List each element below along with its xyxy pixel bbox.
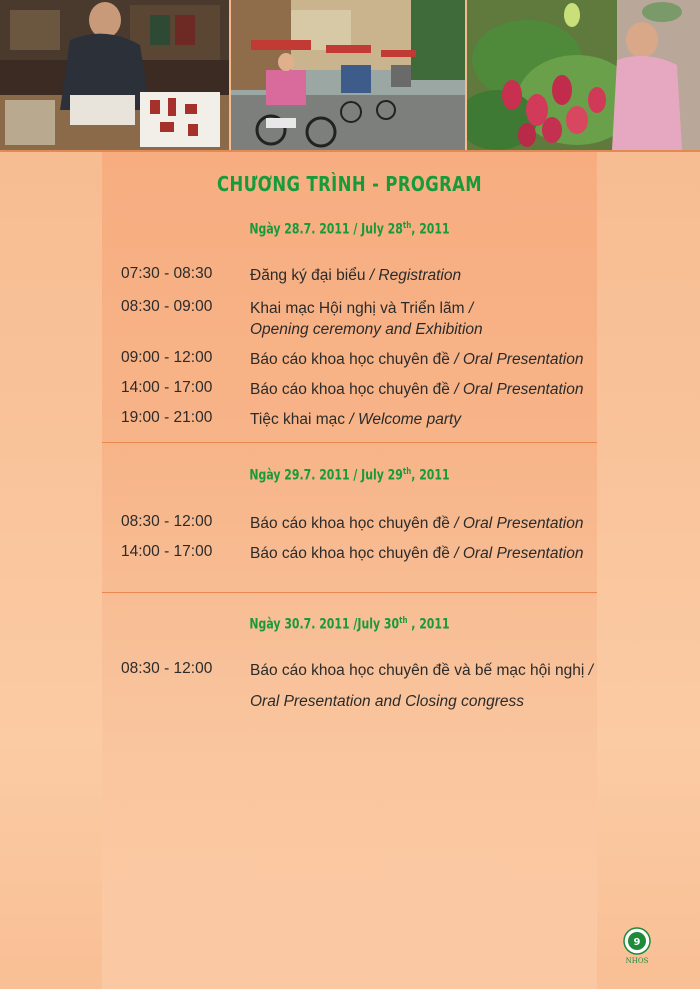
session-en: Opening ceremony and Exhibition [250, 321, 483, 338]
session-description [250, 513, 583, 534]
session-vi: Đăng ký đại biểu [250, 267, 366, 284]
day-heading-ordinal: th [402, 467, 412, 477]
session-en: Welcome party [357, 411, 462, 428]
session-separator: / [584, 662, 593, 679]
session-description [250, 409, 461, 430]
photo-cyclo-street [231, 0, 465, 150]
section-divider [102, 442, 597, 443]
program-title: CHƯƠNG TRÌNH - PROGRAM [216, 172, 482, 196]
day-heading-date: Ngày 28.7. 2011 / July 28 [249, 221, 403, 238]
day-heading [156, 467, 542, 484]
session-description [250, 543, 583, 564]
day-heading-year: , 2011 [411, 467, 450, 484]
session-description [250, 655, 593, 717]
page-number: 9 [633, 937, 641, 948]
session-en: Oral Presentation [462, 351, 584, 368]
session-separator: / [449, 351, 463, 368]
logo-text: NHOS [625, 957, 649, 965]
photo-lotus-vendor [467, 0, 700, 150]
day-heading [156, 221, 542, 238]
day-heading-ordinal: th [399, 616, 408, 626]
session-en: Oral Presentation [462, 545, 584, 562]
session-description [250, 265, 461, 286]
time-range: 08:30 - 09:00 [121, 298, 213, 315]
session-separator: / [449, 545, 463, 562]
session-vi: Báo cáo khoa học chuyên đề và bế mạc hội nghị [250, 662, 585, 679]
session-separator: / [449, 515, 463, 532]
session-separator: / [345, 411, 358, 428]
day-heading [156, 616, 542, 633]
section-divider [102, 592, 597, 593]
session-separator: / [464, 300, 474, 317]
session-vi: Báo cáo khoa học chuyên đề [250, 381, 450, 398]
day-heading-date: Ngày 30.7. 2011 /July 30 [249, 616, 400, 633]
session-en: Registration [378, 267, 462, 284]
session-en: Oral Presentation [462, 381, 584, 398]
time-range: 08:30 - 12:00 [121, 660, 213, 677]
session-separator: / [449, 381, 463, 398]
time-range: 08:30 - 12:00 [121, 513, 213, 530]
session-description [250, 298, 483, 340]
session-vi: Tiệc khai mạc [250, 411, 346, 428]
photo-paper-craftsman [0, 0, 229, 150]
day-heading-date: Ngày 29.7. 2011 / July 29 [249, 467, 403, 484]
photo-strip [0, 0, 700, 150]
time-range: 14:00 - 17:00 [121, 543, 213, 560]
day-heading-year: , 2011 [407, 616, 450, 633]
session-en: Oral Presentation [462, 515, 584, 532]
day-heading-year: , 2011 [411, 221, 450, 238]
session-vi: Báo cáo khoa học chuyên đề [250, 515, 450, 532]
time-range: 19:00 - 21:00 [121, 409, 213, 426]
time-range: 09:00 - 12:00 [121, 349, 213, 366]
session-separator: / [365, 267, 379, 284]
session-description [250, 379, 583, 400]
session-description [250, 349, 583, 370]
time-range: 07:30 - 08:30 [121, 265, 213, 282]
session-vi: Báo cáo khoa học chuyên đề [250, 351, 450, 368]
session-en: Oral Presentation and Closing congress [250, 693, 524, 710]
session-vi: Khai mạc Hội nghị và Triển lãm [250, 300, 465, 317]
nhos-logo [619, 927, 655, 965]
session-vi: Báo cáo khoa học chuyên đề [250, 545, 450, 562]
day-heading-ordinal: th [402, 221, 412, 231]
time-range: 14:00 - 17:00 [121, 379, 213, 396]
